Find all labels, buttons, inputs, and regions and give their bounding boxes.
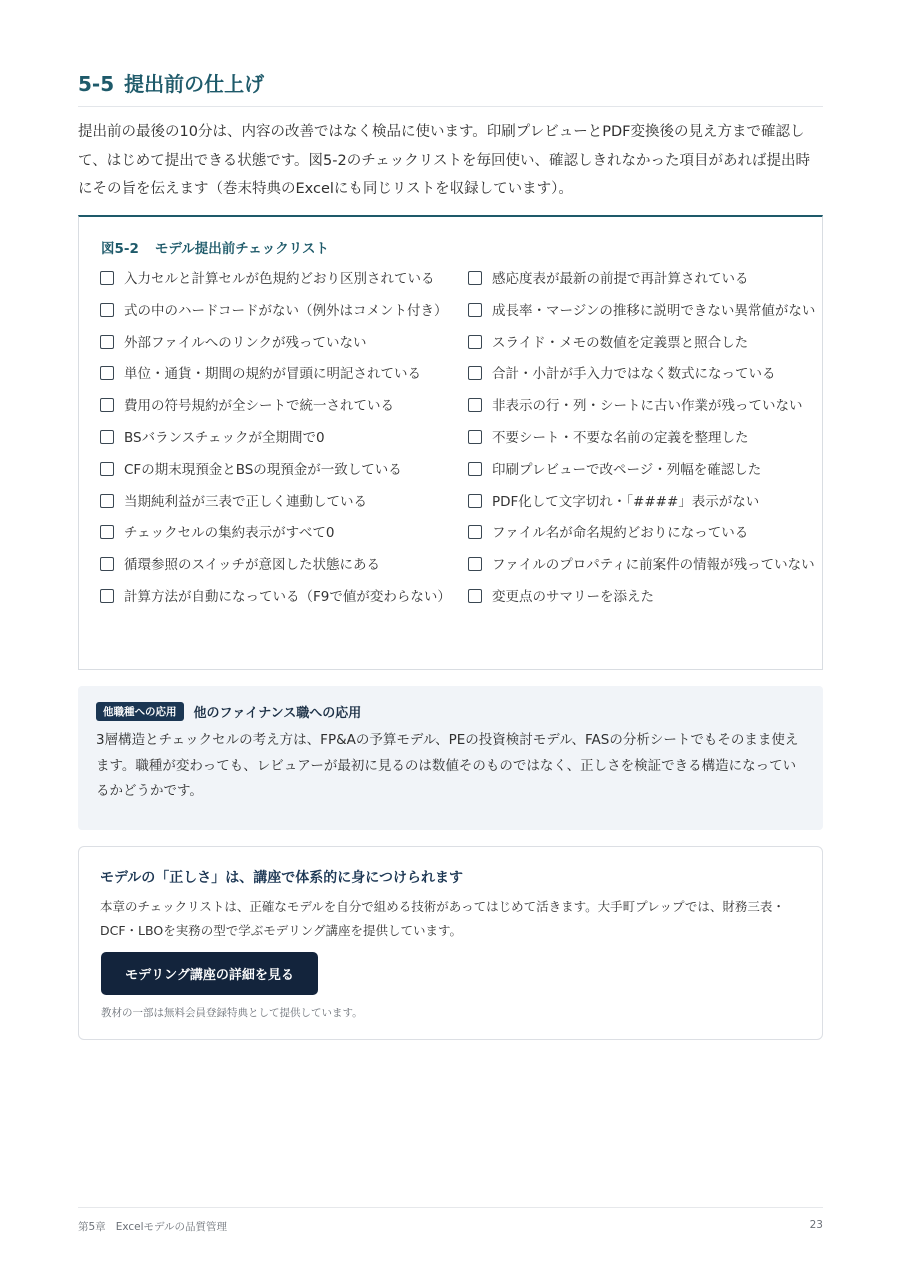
checklist-item[interactable] <box>468 521 818 545</box>
checklist-item[interactable] <box>468 458 818 482</box>
checklist-item-label: PDF化して文字切れ・「####」表示がない <box>492 493 760 510</box>
checkbox-icon[interactable] <box>468 271 482 285</box>
checklist-item[interactable] <box>100 585 450 609</box>
checkbox-icon[interactable] <box>468 398 482 412</box>
checklist-item-label: 式の中のハードコードがない（例外はコメント付き） <box>124 302 448 319</box>
checklist-item-label: 非表示の行・列・シートに古い作業が残っていない <box>492 398 803 415</box>
checklist-item-label: CFの期末現預金とBSの現預金が一致している <box>124 461 402 478</box>
checklist-item-label: ファイル名が命名規約どおりになっている <box>492 525 749 542</box>
checkbox-icon[interactable] <box>100 271 114 285</box>
checklist-item-label: BSバランスチェックが全期間で0 <box>124 429 325 446</box>
application-callout <box>78 686 823 830</box>
checkbox-icon[interactable] <box>468 430 482 444</box>
checklist-item-label: 単位・通貨・期間の規約が冒頭に明記されている <box>124 366 421 383</box>
checklist-item-label: 当期純利益が三表で正しく連動している <box>124 493 367 510</box>
checklist-item-label: 循環参照のスイッチが意図した状態にある <box>124 557 380 574</box>
figure-title: モデル提出前チェックリスト <box>154 241 330 257</box>
checkbox-icon[interactable] <box>100 525 114 539</box>
checkbox-icon[interactable] <box>468 303 482 317</box>
checklist-item[interactable] <box>468 394 818 418</box>
checklist-item[interactable] <box>100 331 450 355</box>
checklist-item[interactable] <box>468 299 818 323</box>
checklist-item[interactable] <box>468 585 818 609</box>
checklist-item-label: 計算方法が自動になっている（F9で値が変わらない） <box>124 588 451 605</box>
page-footer <box>78 1207 823 1234</box>
page-number: 23 <box>809 1219 823 1231</box>
checkbox-icon[interactable] <box>468 366 482 380</box>
checklist-item-label: 不要シート・不要な名前の定義を整理した <box>492 429 749 446</box>
checklist-item-label: 入力セルと計算セルが色規約どおり区別されている <box>124 271 435 287</box>
section-title <box>78 68 823 107</box>
checklist-item[interactable] <box>100 394 450 418</box>
promo-title: モデルの「正しさ」は、講座で体系的に身につけられます <box>100 870 464 886</box>
callout-header <box>96 702 361 721</box>
checklist-item[interactable] <box>100 267 450 291</box>
footer-chapter-number: 第5章 <box>78 1221 106 1233</box>
checklist-item-label: 費用の符号規約が全シートで統一されている <box>124 398 394 415</box>
checklist-item[interactable] <box>100 458 450 482</box>
section-number: 5-5 <box>78 72 115 96</box>
checklist-item[interactable] <box>468 331 818 355</box>
course-promo-box <box>78 846 823 1040</box>
checklist-item-label: 外部ファイルへのリンクが残っていない <box>124 334 367 351</box>
checklist-item[interactable] <box>468 553 818 577</box>
checkbox-icon[interactable] <box>100 589 114 603</box>
checkbox-icon[interactable] <box>100 462 114 476</box>
checklist-item[interactable] <box>100 553 450 577</box>
checklist-right-column <box>468 267 818 617</box>
checklist-item-label: 合計・小計が手入力ではなく数式になっている <box>492 366 776 383</box>
callout-tag-badge: 他職種への応用 <box>96 702 184 721</box>
checklist-figure <box>78 215 823 670</box>
footer-chapter <box>78 1219 227 1234</box>
checkbox-icon[interactable] <box>468 335 482 349</box>
checkbox-icon[interactable] <box>100 557 114 571</box>
checkbox-icon[interactable] <box>100 398 114 412</box>
checkbox-icon[interactable] <box>100 303 114 317</box>
checklist-item[interactable] <box>468 362 818 386</box>
checklist-item-label: 成長率・マージンの推移に説明できない異常値がない <box>492 302 816 319</box>
checkbox-icon[interactable] <box>468 589 482 603</box>
checkbox-icon[interactable] <box>468 494 482 508</box>
checkbox-icon[interactable] <box>100 335 114 349</box>
figure-number: 図5-2 <box>101 241 139 257</box>
checklist-item[interactable] <box>100 299 450 323</box>
promo-note: 教材の一部は無料会員登録特典として提供しています。 <box>101 1007 363 1019</box>
checklist-item-label: チェックセルの集約表示がすべて0 <box>124 525 335 542</box>
checklist-item[interactable] <box>100 521 450 545</box>
checklist-left-column <box>100 267 450 617</box>
checklist-item-label: 変更点のサマリーを添えた <box>492 588 654 605</box>
callout-title: 他のファイナンス職への応用 <box>193 706 362 721</box>
checklist-item[interactable] <box>468 490 818 514</box>
checklist-item-label: 印刷プレビューで改ページ・列幅を確認した <box>492 461 762 478</box>
checklist-item-label: 感応度表が最新の前提で再計算されている <box>492 271 749 287</box>
promo-body: 本章のチェックリストは、正確なモデルを自分で組める技術があってはじめて活きます。大手町プレップでは、財務三表・DCF・LBOを実務の型で学ぶモデリング講座を提供しています。 <box>100 899 785 938</box>
checklist-item[interactable] <box>468 426 818 450</box>
checklist-item-label: スライド・メモの数値を定義票と照合した <box>492 334 749 351</box>
checkbox-icon[interactable] <box>468 462 482 476</box>
checkbox-icon[interactable] <box>468 557 482 571</box>
figure-caption <box>101 237 329 257</box>
checklist-item[interactable] <box>100 426 450 450</box>
checklist-item-label: ファイルのプロパティに前案件の情報が残っていない <box>492 557 815 574</box>
checklist-item[interactable] <box>468 267 818 291</box>
checklist-item[interactable] <box>100 490 450 514</box>
checkbox-icon[interactable] <box>100 494 114 508</box>
course-details-button[interactable]: モデリング講座の詳細を見る <box>101 952 318 995</box>
footer-chapter-title: Excelモデルの品質管理 <box>115 1221 227 1233</box>
section-heading: 提出前の仕上げ <box>124 72 265 96</box>
checkbox-icon[interactable] <box>100 366 114 380</box>
intro-paragraph: 提出前の最後の10分は、内容の改善ではなく検品に使います。印刷プレビューとPDF変換後の見え方まで確認して、はじめて提出できる状態です。図5-2のチェックリストを毎回使い、確認しきれなかった項目があれば提出時にその旨を伝えます（巻末特典のExcelにも同じリストを収録しています）。 <box>78 124 811 197</box>
checkbox-icon[interactable] <box>468 525 482 539</box>
checkbox-icon[interactable] <box>100 430 114 444</box>
callout-body: 3層構造とチェックセルの考え方は、FP&Aの予算モデル、PEの投資検討モデル、FASの分析シートでもそのまま使えます。職種が変わっても、レビュアーが最初に見るのは数値そのものではなく、正しさを検証できる構造になっているかどうかです。 <box>96 732 799 799</box>
checklist-item[interactable] <box>100 362 450 386</box>
